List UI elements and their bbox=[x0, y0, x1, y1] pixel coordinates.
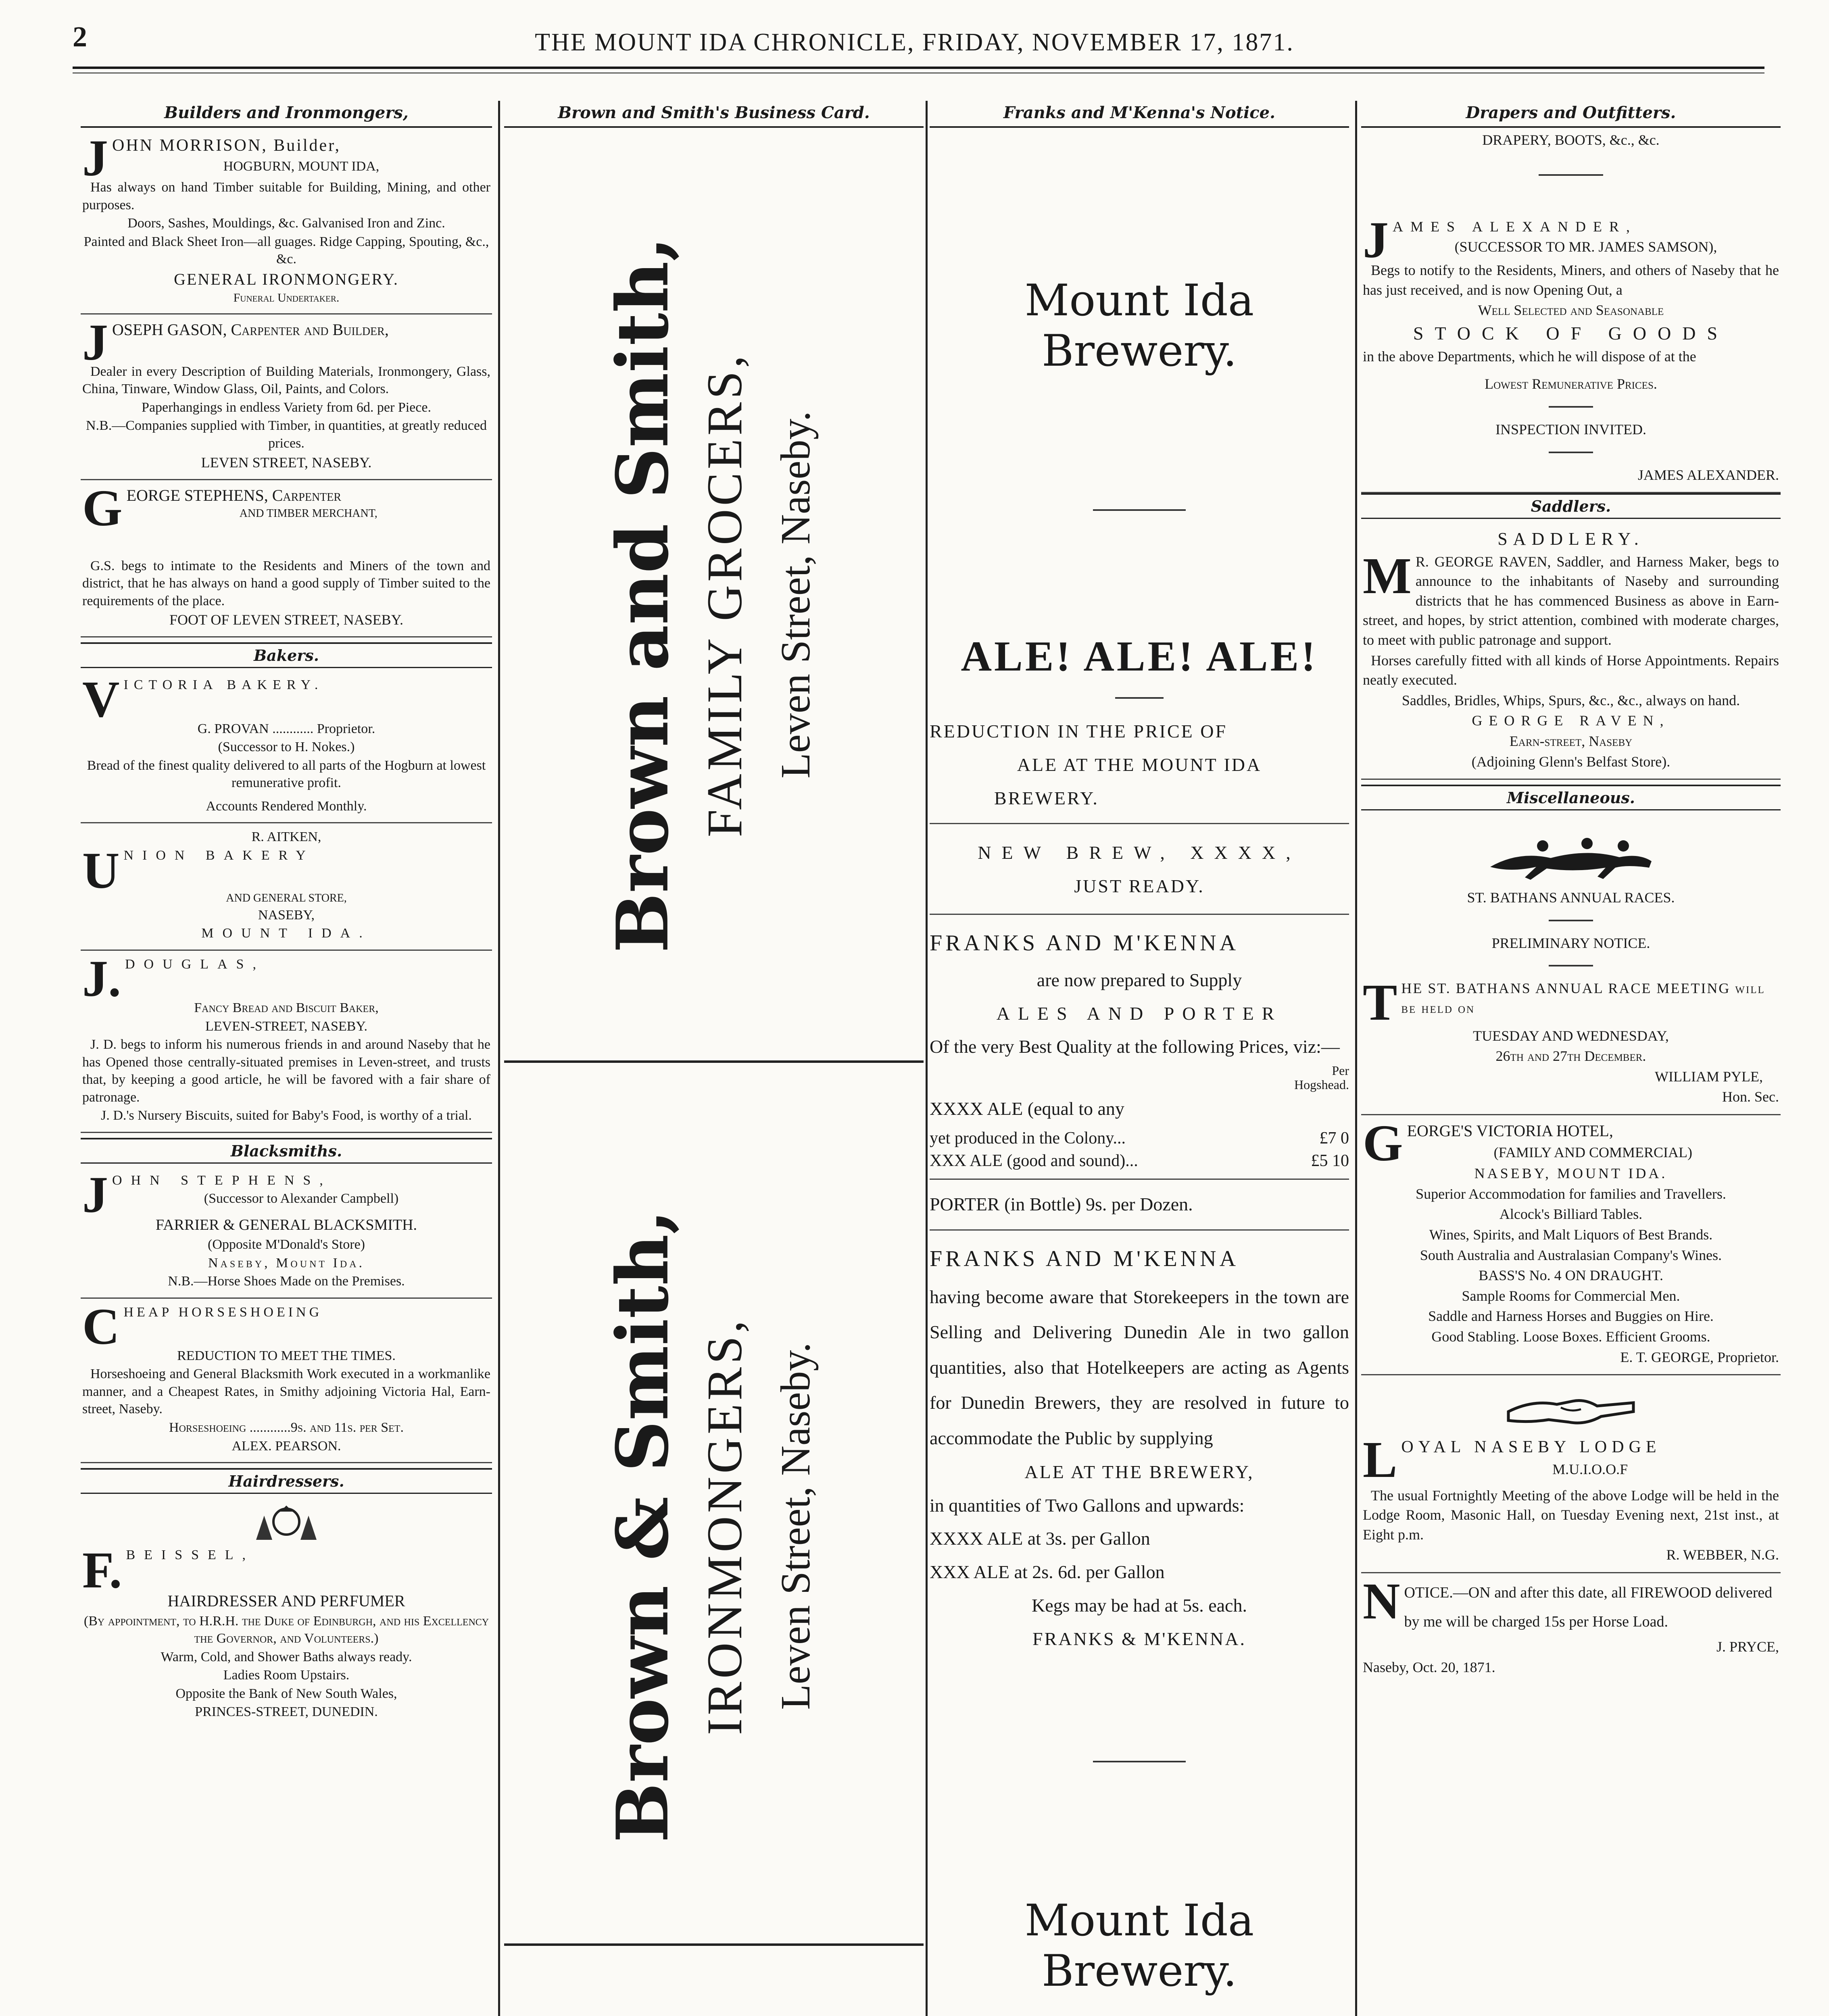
ad-f-beissel bbox=[81, 1497, 492, 1728]
business-card-china-warehouse bbox=[504, 1951, 924, 2016]
price: Horseshoeing ............9s. and 11s. per Set. bbox=[169, 1420, 404, 1435]
ad-text: MOUNT IDA. bbox=[201, 926, 371, 941]
ad-j-douglas bbox=[81, 951, 492, 1133]
advertiser-name: OHN STEPHENS, bbox=[112, 1173, 332, 1188]
ad-subtitle: AND GENERAL STORE, bbox=[226, 892, 347, 905]
ad-text: Warm, Cold, and Shower Baths always ready. bbox=[161, 1649, 412, 1664]
ad-text: (Successor to H. Nokes.) bbox=[218, 739, 355, 755]
drop-cap: C bbox=[82, 1297, 120, 1355]
ad-text: Ladies Room Upstairs. bbox=[223, 1668, 350, 1683]
ad-text: Accounts Rendered Monthly. bbox=[206, 798, 367, 814]
ad-text: ALES AND PORTER bbox=[996, 1003, 1283, 1024]
divider-rule bbox=[1093, 1761, 1186, 1762]
ad-text: Horses carefully fitted with all kinds of Horse Appointments. Repairs neatly executed. bbox=[1363, 652, 1779, 688]
column-divider bbox=[1355, 101, 1357, 2016]
divider-rule bbox=[930, 914, 1349, 915]
race-days: TUESDAY AND WEDNESDAY, bbox=[1473, 1027, 1669, 1044]
signature: JAMES ALEXANDER. bbox=[1637, 467, 1779, 483]
price-label: XXX ALE (good and sound)... bbox=[930, 1152, 1138, 1170]
ad-subtitle: AND TIMBER MERCHANT, bbox=[239, 507, 377, 520]
card-firm-name: Brown and Smith, bbox=[601, 236, 684, 953]
drop-cap: J bbox=[1363, 211, 1389, 269]
ad-text: INSPECTION INVITED. bbox=[1495, 421, 1646, 438]
royal-crest-icon bbox=[248, 1504, 325, 1544]
ad-headline: SADDLERY. bbox=[1497, 529, 1644, 549]
ad-text: Lowest Remunerative Prices. bbox=[1485, 376, 1657, 392]
ad-joseph-gason bbox=[81, 314, 492, 480]
column-divider bbox=[498, 101, 500, 2016]
advertiser-name: EORGE STEPHENS, Carpenter bbox=[126, 486, 342, 504]
ad-text: Of the very Best Quality at the following Prices, viz:— bbox=[930, 1036, 1340, 1057]
section-heading: Miscellaneous. bbox=[1361, 785, 1781, 810]
advertiser-name: OHN MORRISON, Builder, bbox=[112, 136, 341, 155]
brewery-title: Mount Ida Brewery. bbox=[1024, 275, 1254, 376]
ad-text: in the above Departments, which he will dispose of at the bbox=[1363, 348, 1696, 364]
firm-name: FRANKS AND M'KENNA bbox=[930, 1246, 1239, 1272]
address: PRINCES-STREET, DUNEDIN. bbox=[195, 1704, 378, 1720]
ad-text: The usual Fortnightly Meeting of the above Lodge will be held in the Lodge Room, Masonic Hall, on Tuesday Evening next, 21st inst., at Eight p.m. bbox=[1363, 1487, 1779, 1543]
ad-text: HE ST. BATHANS ANNUAL RACE MEETING will be held on bbox=[1401, 980, 1765, 1016]
card-address: Leven Street, Naseby. bbox=[772, 1342, 819, 1710]
drop-cap: J bbox=[82, 313, 108, 371]
advertiser-name: NION BAKERY bbox=[123, 848, 315, 863]
ad-text: N.B.—Companies supplied with Timber, in quantities, at greatly reduced prices. bbox=[86, 418, 487, 451]
ad-text: Well Selected and Seasonable bbox=[1478, 302, 1664, 319]
address: HOGBURN, MOUNT IDA, bbox=[223, 158, 380, 174]
ad-text: Wines, Spirits, and Malt Liquors of Best Brands. bbox=[1429, 1227, 1713, 1243]
ad-headline: STOCK OF GOODS bbox=[1413, 323, 1729, 344]
reduction-notice: REDUCTION IN THE PRICE OF bbox=[930, 721, 1228, 741]
section-heading: Drapers and Outfitters. bbox=[1361, 101, 1781, 128]
firm-name: FRANKS AND M'KENNA bbox=[930, 930, 1239, 956]
drop-cap: T bbox=[1363, 974, 1397, 1031]
ad-georges-victoria-hotel bbox=[1361, 1115, 1781, 1375]
ad-john-stephens bbox=[81, 1167, 492, 1299]
ad-text: J. D. begs to inform his numerous friends in and around Naseby that he has Opened those centrally-situated premises in Leven-street, and trusts that, by keeping a good article, he will be favored with a fair share of patronage. bbox=[82, 1037, 490, 1105]
column-builders-bakers bbox=[81, 101, 492, 2016]
address: LEVEN-STREET, NASEBY. bbox=[205, 1018, 367, 1034]
ad-text: R. GEORGE RAVEN, Saddler, and Harness Maker, begs to announce to the inhabitants of Naseby and surrounding districts that he has commenced Business as above in Earn-street, and hopes, by strict attention, combined with moderate charges, to meet with public patronage and support. bbox=[1363, 553, 1779, 648]
price-unit: Per bbox=[1332, 1063, 1349, 1078]
price-row-xxxx bbox=[930, 1129, 1349, 1148]
address: LEVEN STREET, NASEBY. bbox=[201, 454, 372, 471]
ad-text: Painted and Black Sheet Iron—all guages. Ridge Capping, Spouting, &c., &c. bbox=[83, 234, 489, 267]
signature: FRANKS & M'KENNA. bbox=[1032, 1628, 1246, 1649]
section-heading: Hairdressers. bbox=[81, 1468, 492, 1494]
card-address: Leven Street, Naseby. bbox=[772, 411, 819, 779]
advertiser-name: OYAL NASEBY LODGE bbox=[1401, 1438, 1661, 1457]
signature-role: Hon. Sec. bbox=[1722, 1089, 1779, 1105]
card-divider bbox=[504, 1943, 924, 1946]
ad-text: Kegs may be had at 5s. each. bbox=[1032, 1595, 1247, 1616]
ad-text: (By appointment, to H.R.H. the Duke of Edinburgh, and his Excellency the Governor, and Volunteers.) bbox=[83, 1613, 489, 1646]
business-card-grocers bbox=[504, 137, 924, 1052]
drop-cap: N bbox=[1363, 1572, 1400, 1630]
ad-text: Alcock's Billiard Tables. bbox=[1499, 1206, 1643, 1223]
ad-headline: REDUCTION TO MEET THE TIMES. bbox=[177, 1348, 396, 1363]
drop-cap: F. bbox=[82, 1541, 122, 1599]
ad-george-raven bbox=[1361, 522, 1781, 780]
ad-headline: ST. BATHANS ANNUAL RACES. bbox=[1467, 889, 1675, 906]
divider-rule bbox=[1549, 965, 1593, 966]
masthead: THE MOUNT IDA CHRONICLE, FRIDAY, NOVEMBER 17, 1871. bbox=[535, 29, 1294, 56]
price-value: £5 10 bbox=[1311, 1152, 1349, 1170]
ale-headline: ALE! ALE! ALE! bbox=[961, 633, 1318, 680]
divider-rule bbox=[1093, 509, 1186, 511]
racehorses-icon bbox=[1486, 823, 1656, 883]
ad-text: (Successor to Alexander Campbell) bbox=[204, 1191, 399, 1206]
drop-cap: J. bbox=[82, 950, 121, 1007]
ad-text: Sample Rooms for Commercial Men. bbox=[1462, 1287, 1680, 1304]
ad-subtitle: (SUCCESSOR TO MR. JAMES SAMSON), bbox=[1454, 239, 1717, 255]
signature: WILLIAM PYLE, bbox=[1655, 1068, 1763, 1085]
porter-price: PORTER (in Bottle) 9s. per Dozen. bbox=[930, 1194, 1193, 1215]
ad-headline: GENERAL IRONMONGERY. bbox=[174, 270, 399, 288]
business-card-ironmongers bbox=[504, 1068, 924, 1984]
ad-victoria-bakery bbox=[81, 671, 492, 823]
ad-subtitle: Fancy Bread and Biscuit Baker, bbox=[194, 1000, 379, 1016]
ad-text: J. D.'s Nursery Biscuits, suited for Baby's Food, is worthy of a trial. bbox=[101, 1108, 472, 1123]
card-text bbox=[599, 1210, 829, 1843]
card-trade: FAMILY GROCERS, bbox=[697, 352, 752, 837]
advertiser-name: HEAP HORSESHOEING bbox=[123, 1304, 323, 1320]
ad-text: N.B.—Horse Shoes Made on the Premises. bbox=[168, 1274, 405, 1289]
ad-text: (Opposite M'Donald's Store) bbox=[208, 1237, 365, 1252]
ad-st-bathans-races bbox=[1361, 814, 1781, 1115]
ad-text: NASEBY, bbox=[258, 907, 315, 923]
drop-cap: V bbox=[82, 671, 120, 728]
price-row: XXX ALE at 2s. 6d. per Gallon bbox=[930, 1562, 1165, 1583]
drop-cap: L bbox=[1363, 1431, 1397, 1489]
drop-cap: J bbox=[82, 1166, 108, 1223]
new-brew: NEW BREW, XXXX, bbox=[978, 842, 1301, 863]
ad-text: Superior Accommodation for families and Travellers. bbox=[1416, 1185, 1726, 1202]
drop-cap: G bbox=[82, 479, 123, 537]
ad-text: Begs to notify to the Residents, Miners, and others of Naseby that he has just received, and is now Opening Out, a bbox=[1363, 262, 1779, 298]
signature: J. PRYCE, bbox=[1716, 1639, 1779, 1655]
ad-headline: FARRIER & GENERAL BLACKSMITH. bbox=[155, 1216, 417, 1234]
column-brown-and-smith bbox=[504, 101, 924, 2016]
ad-subtitle: M.U.I.O.O.F bbox=[1552, 1461, 1628, 1477]
signature: E. T. GEORGE, Proprietor. bbox=[1620, 1349, 1779, 1365]
ad-text: Saddle and Harness Horses and Buggies on Hire. bbox=[1428, 1308, 1714, 1325]
ad-text: Horseshoeing and General Blacksmith Work executed in a workmanlike manner, and a Cheapest Rates, in Smithy adjoining Victoria Hal, Earn-street, Naseby. bbox=[82, 1366, 490, 1417]
ad-text: G.S. begs to intimate to the Residents and Miners of the town and district, that he has always on hand a good supply of Timber suited to the requirements of the place. bbox=[82, 558, 490, 608]
ad-text: in quantities of Two Gallons and upwards: bbox=[930, 1495, 1245, 1516]
signature: GEORGE RAVEN, bbox=[1472, 712, 1670, 729]
notice-text: OTICE.—ON and after this date, all FIREWOOD delivered by me will be charged 15s per Horse Load. bbox=[1404, 1584, 1773, 1631]
price-label: XXXX ALE (equal to any bbox=[930, 1098, 1124, 1119]
card-divider bbox=[504, 1060, 924, 1063]
ad-headline: HAIRDRESSER AND PERFUMER bbox=[167, 1592, 405, 1610]
ad-firewood-notice bbox=[1361, 1573, 1781, 1685]
ad-text: Dealer in every Description of Building Materials, Ironmongery, Glass, China, Tinware, Window Glass, Oil, Paints, and Colors. bbox=[82, 364, 490, 397]
spacer bbox=[930, 130, 1349, 275]
drop-cap: G bbox=[1363, 1114, 1403, 1172]
ad-text: Naseby, Mount Ida. bbox=[208, 1255, 365, 1270]
address: Earn-street, Naseby bbox=[1509, 733, 1633, 749]
divider-rule bbox=[1539, 174, 1603, 176]
section-heading: Franks and M'Kenna's Notice. bbox=[930, 101, 1349, 128]
ad-text: Opposite the Bank of New South Wales, bbox=[175, 1686, 397, 1701]
card-firm-name: Brown & Smith, bbox=[601, 1209, 684, 1843]
divider-rule bbox=[1549, 920, 1593, 921]
column-divider bbox=[926, 101, 928, 2016]
section-heading: Builders and Ironmongers, bbox=[81, 101, 492, 128]
price-unit: Hogshead. bbox=[1294, 1077, 1349, 1092]
section-heading: Brown and Smith's Business Card. bbox=[504, 101, 924, 128]
divider-rule bbox=[930, 1179, 1349, 1180]
signature: R. WEBBER, N.G. bbox=[1666, 1547, 1779, 1563]
proprietor: G. PROVAN ............ Proprietor. bbox=[197, 721, 375, 736]
ad-owner: R. AITKEN, bbox=[251, 829, 321, 845]
address: FOOT OF LEVEN STREET, NASEBY. bbox=[169, 612, 404, 628]
ad-headline: PRELIMINARY NOTICE. bbox=[1491, 935, 1650, 951]
advertiser-name: BEISSEL, bbox=[126, 1547, 255, 1563]
column-franks-mckenna bbox=[930, 101, 1349, 2016]
ad-george-stephens bbox=[81, 480, 492, 638]
ad-text: (Adjoining Glenn's Belfast Store). bbox=[1471, 753, 1671, 770]
ad-text: Good Stabling. Loose Boxes. Efficient Grooms. bbox=[1431, 1329, 1710, 1345]
section-heading: Blacksmiths. bbox=[81, 1138, 492, 1164]
drop-cap: J bbox=[82, 129, 108, 187]
card-trade: IRONMONGERS, bbox=[697, 1317, 752, 1735]
price-value: £7 0 bbox=[1319, 1129, 1349, 1148]
price-label: yet produced in the Colony... bbox=[930, 1129, 1126, 1148]
divider-rule bbox=[930, 1229, 1349, 1231]
ad-text: South Australia and Australasian Company's Wines. bbox=[1420, 1247, 1722, 1263]
advertiser-name: AMES ALEXANDER, bbox=[1393, 218, 1637, 235]
page-number: 2 bbox=[73, 21, 87, 53]
ad-james-alexander bbox=[1361, 212, 1781, 494]
reduction-notice: ALE AT THE MOUNT IDA bbox=[1017, 754, 1262, 775]
ad-text: are now prepared to Supply bbox=[1037, 969, 1242, 990]
column-drapers-misc bbox=[1361, 101, 1781, 2016]
drop-cap: U bbox=[82, 841, 120, 899]
divider-rule bbox=[1549, 452, 1593, 453]
ad-union-bakery bbox=[81, 823, 492, 951]
ad-subtitle: DRAPERY, BOOTS, &c., &c. bbox=[1482, 132, 1660, 148]
advertiser-name: OSEPH GASON, Carpenter and Builder, bbox=[112, 320, 389, 339]
notice-date: Naseby, Oct. 20, 1871. bbox=[1363, 1659, 1495, 1675]
address: NASEBY, MOUNT IDA. bbox=[1474, 1165, 1668, 1182]
price-row-xxx bbox=[930, 1151, 1349, 1170]
ad-headline: BASS'S No. 4 ON DRAUGHT. bbox=[1479, 1267, 1663, 1284]
ad-alex-pearson bbox=[81, 1299, 492, 1463]
card-text bbox=[599, 237, 829, 953]
ad-text: Paperhangings in endless Variety from 6d. per Piece. bbox=[142, 400, 431, 415]
ad-text: Has always on hand Timber suitable for Building, Mining, and other purposes. bbox=[82, 180, 490, 212]
ad-headline: ALE AT THE BREWERY, bbox=[1024, 1461, 1254, 1482]
section-heading: Bakers. bbox=[81, 642, 492, 668]
signature: ALEX. PEARSON. bbox=[231, 1438, 341, 1454]
ad-text: Bread of the finest quality delivered to all parts of the Hogburn at lowest remunerative profit. bbox=[87, 758, 486, 791]
ad-text: Funeral Undertaker. bbox=[233, 291, 340, 305]
divider-rule bbox=[1115, 697, 1164, 699]
drop-cap: M bbox=[1363, 547, 1412, 604]
handshake-icon bbox=[1504, 1383, 1637, 1432]
divider-rule bbox=[930, 823, 1349, 824]
ad-john-morrison bbox=[81, 130, 492, 314]
brewery-title: Mount Ida Brewery. bbox=[1024, 1895, 1254, 1996]
ad-text: Doors, Sashes, Mouldings, &c. Galvanised Iron and Zinc. bbox=[127, 216, 445, 231]
price-row: XXXX ALE at 3s. per Gallon bbox=[930, 1528, 1150, 1549]
section-heading: Saddlers. bbox=[1361, 493, 1781, 519]
ad-text: Saddles, Bridles, Whips, Spurs, &c., &c., always on hand. bbox=[1401, 692, 1740, 708]
race-dates: 26th and 27th December. bbox=[1495, 1048, 1646, 1064]
divider-rule bbox=[1549, 406, 1593, 408]
masthead-rule-thick bbox=[73, 67, 1764, 69]
notice-text: having become aware that Storekeepers in the town are Selling and Delivering Dunedin Ale in two gallon quantities, also that Hotelkeepers are acting as Agents for Dunedin Brewers, they are resolved in future to accommodate the Public by supplying bbox=[930, 1286, 1349, 1448]
reduction-notice: BREWERY. bbox=[994, 787, 1099, 808]
advertiser-name: DOUGLAS, bbox=[125, 956, 265, 972]
advertiser-name: ICTORIA BAKERY. bbox=[123, 677, 324, 693]
ad-subtitle: (FAMILY AND COMMERCIAL) bbox=[1493, 1144, 1692, 1160]
ad-loyal-naseby-lodge bbox=[1361, 1375, 1781, 1573]
advertiser-name: EORGE'S VICTORIA HOTEL, bbox=[1407, 1121, 1613, 1140]
just-ready: JUST READY. bbox=[1074, 876, 1205, 897]
